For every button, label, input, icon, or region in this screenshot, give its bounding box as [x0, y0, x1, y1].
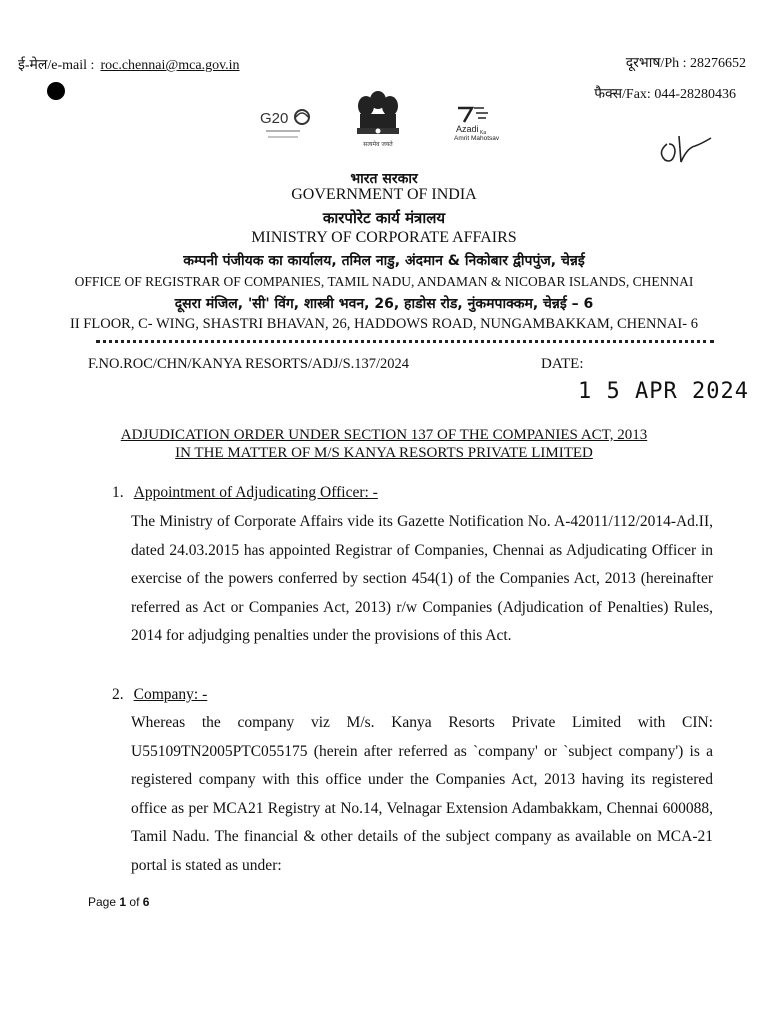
amrit-mahotsav: Amrit Mahotsav — [454, 135, 500, 142]
signature-initial-icon — [655, 130, 715, 170]
order-title — [0, 426, 768, 462]
file-number: F.NO.ROC/CHN/KANYA RESORTS/ADJ/S.137/2024 — [88, 356, 410, 372]
page-word: Page — [88, 895, 117, 909]
azadi-ka: Ka — [480, 130, 487, 136]
email-link[interactable]: roc.chennai@mca.gov.in — [100, 58, 240, 73]
email-label: ई-मेल/e-mail : — [18, 58, 95, 73]
hindi-office-address: दूसरा मंजिल, 'सी' विंग, शास्त्री भवन, 26, हाडोस रोड, नुंकमपाक्कम, चेन्नई – 6 — [174, 296, 594, 312]
date-stamp: 1 5 APR 2024 — [578, 379, 749, 404]
azadi-ka-amrit-mahotsav-logo-icon — [452, 104, 532, 142]
order-title-line-2: IN THE MATTER OF M/S KANYA RESORTS PRIVATE LIMITED — [175, 445, 593, 461]
punch-hole-mark — [47, 82, 65, 100]
page-total: 6 — [142, 895, 150, 909]
hindi-government-of-india: भारत सरकार — [350, 171, 418, 187]
page-footer — [88, 895, 149, 909]
section-body-1: The Ministry of Corporate Affairs vide its Gazette Notification No. A-42011/112/2014-Ad.II, dated 24.03.2015 has appointed Registrar of Companies, Chennai as Adjudicating Officer in exercise of the powers conferred by section 454(1) of the Companies Act, 2013 (hereinafter referred as Act or Companies Act, 2013) r/w Companies (Adjudication of Penalties) Rules, 2014 for adjudging penalties under the provisions of this Act. — [131, 513, 713, 644]
of-word: of — [129, 895, 140, 909]
azadi-word: Azadi — [456, 124, 479, 134]
fax-label: फैक्स/Fax: — [594, 87, 651, 102]
emblem-motto: सत्यमेव जयते — [363, 141, 393, 148]
phone-line — [626, 53, 746, 72]
email-line — [18, 55, 240, 74]
section-heading-1 — [112, 484, 378, 502]
section-number: 2. — [112, 686, 124, 703]
phone-label: दूरभाष/Ph : — [625, 56, 687, 71]
date-label: DATE: — [541, 356, 584, 372]
page-number: 1 — [119, 895, 127, 909]
national-emblem-icon — [348, 88, 408, 150]
g20-logo-icon — [256, 105, 316, 147]
ministry-name: MINISTRY OF CORPORATE AFFAIRS — [251, 229, 517, 246]
government-of-india: GOVERNMENT OF INDIA — [291, 186, 477, 203]
section-heading-2 — [112, 686, 207, 704]
fax-value: 044-28280436 — [654, 87, 736, 102]
section-body-2: Whereas the company viz M/s. Kanya Resorts Private Limited with CIN: U55109TN2005PTC055175 (herein after referred as `company' or `subject company') is a registered company with this office under the Companies Act, 2013 having its registered office as per MCA21 Registry at No.14, Velnagar Extension Adambakkam, Chennai 600088, Tamil Nadu. The financial & other details of the subject company as available on MCA-21 portal is stated as under: — [131, 714, 713, 874]
fax-line — [594, 84, 736, 103]
order-title-line-1: ADJUDICATION ORDER UNDER SECTION 137 OF THE COMPANIES ACT, 2013 — [120, 427, 648, 443]
office-address: II FLOOR, C- WING, SHASTRI BHAVAN, 26, HADDOWS ROAD, NUNGAMBAKKAM, CHENNAI- 6 — [70, 316, 698, 332]
phone-value: 28276652 — [690, 56, 746, 71]
section-heading-label: Company: - — [133, 686, 208, 703]
letterhead-divider — [96, 340, 714, 343]
office-name: OFFICE OF REGISTRAR OF COMPANIES, TAMIL NADU, ANDAMAN & NICOBAR ISLANDS, CHENNAI — [74, 274, 694, 289]
hindi-office-name: कम्पनी पंजीयक का कार्यालय, तमिल नाडु, अंदमान & निकोबार द्वीपपुंज, चेन्नई — [183, 253, 585, 269]
hindi-ministry: कारपोरेट कार्य मंत्रालय — [322, 209, 446, 227]
section-heading-label: Appointment of Adjudicating Officer: - — [133, 484, 378, 501]
section-number: 1. — [112, 484, 124, 501]
g20-text: G20 — [260, 110, 289, 127]
